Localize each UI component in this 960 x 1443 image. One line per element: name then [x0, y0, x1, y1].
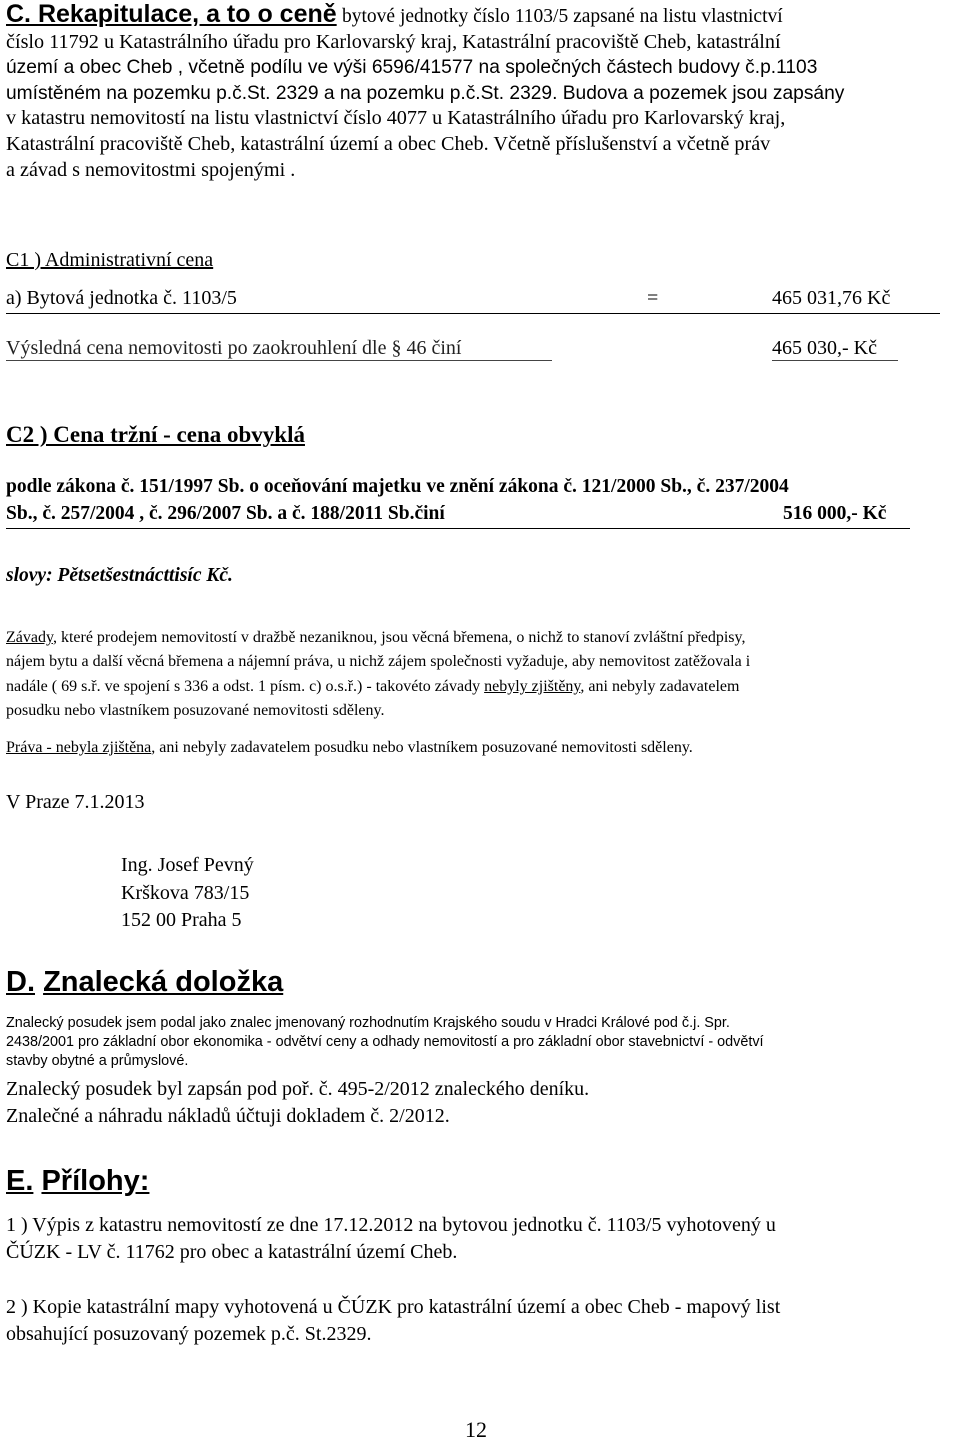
unit-row-label: a) Bytová jednotka č. 1103/5 — [6, 287, 237, 309]
attachment-item-2: 2 ) Kopie katastrální mapy vyhotovená u ČÚZK pro katastrální území a obec Cheb - mapový list obsahující posuzovaný pozemek p.č. St.2329. — [6, 1296, 781, 1345]
intro-line-7: a závad s nemovitostmi spojenými . — [6, 158, 296, 181]
c1-title: C1 ) Administrativní cena — [6, 249, 214, 271]
encumbrances-line-2: nájem bytu a další věcná břemena a nájemní práva, u nichž zájem společnosti vyžaduje, aby nemovitost zatěžovala i — [6, 653, 751, 671]
signature-city: 152 00 Praha 5 — [121, 909, 242, 931]
unit-row-equals: = — [647, 287, 659, 309]
signature-street: Krškova 783/15 — [121, 881, 250, 904]
section-e-heading: E. Přílohy: — [6, 1165, 150, 1197]
section-c-intro — [6, 2, 956, 183]
intro-line-3: území a obec Cheb , včetně podílu ve výši 6596/41577 na společných částech budovy č.p.1103 — [6, 57, 818, 79]
intro-line-1: C. Rekapitulace, a to o ceně bytové jednotky číslo 1103/5 zapsané na listu vlastnictví — [6, 0, 783, 28]
unit-row-underline — [6, 313, 940, 314]
price-in-words: slovy: Pětsetšestnácttisíc Kč. — [6, 565, 233, 586]
rounded-price-value: 465 030,- Kč — [772, 337, 877, 359]
intro-line-5: v katastru nemovitostí na listu vlastnictví číslo 4077 u Katastrálního úřadu pro Karlovarský kraj, — [6, 107, 786, 130]
c2-title: C2 ) Cena tržní - cena obvyklá — [6, 422, 305, 447]
not-found-underlined: nebyly zjištěny — [484, 677, 581, 695]
section-c-heading: C. Rekapitulace, a to o ceně — [6, 0, 337, 28]
encumbrances-line-3: nadále ( 69 s.ř. ve spojení s 336 a odst. 1 písm. c) o.s.ř.) - takovéto závady nebyly zjištěny, ani nebyly zadavatelem — [6, 677, 740, 695]
intro-line-2: číslo 11792 u Katastrálního úřadu pro Karlovarský kraj, Katastrální pracoviště Cheb, katastrální — [6, 30, 781, 53]
signature-name: Ing. Josef Pevný — [121, 854, 254, 876]
rights-label: Práva - nebyla zjištěna — [6, 739, 152, 756]
unit-row-value: 465 031,76 Kč — [772, 287, 891, 309]
encumbrances-label: Závady — [6, 629, 53, 646]
rounded-price-underline — [6, 360, 552, 361]
market-price-value: 516 000,- Kč — [783, 503, 887, 524]
page-number: 12 — [465, 1417, 487, 1442]
rights-paragraph: Práva - nebyla zjištěna, ani nebyly zadavatelem posudku nebo vlastníkem posuzované nemovitosti sděleny. — [6, 739, 693, 756]
expert-clause-text: Znalecký posudek jsem podal jako znalec jmenovaný rozhodnutím Krajského soudu v Hradci Králové pod č.j. Spr. 2438/2001 pro základní obor ekonomika - odvětví ceny a odhady nemovitostí a pro základní obor stavebnictví - odvětví stavby obytné a průmyslové. — [6, 1015, 764, 1069]
signature-block — [121, 852, 254, 935]
law-line-1: podle zákona č. 151/1997 Sb. o oceňování majetku ve znění zákona č. 121/2000 Sb., č. 237/2004 — [6, 476, 789, 497]
fee-line: Znalečné a náhradu nákladů účtuji dokladem č. 2/2012. — [6, 1105, 450, 1127]
place-date: V Praze 7.1.2013 — [6, 791, 145, 813]
encumbrances-line-1: Závady, které prodejem nemovitostí v dražbě nezaniknou, jsou věcná břemena, o nichž to stanoví zvláštní předpisy, — [6, 629, 746, 646]
section-d-heading: D. Znalecká doložka — [6, 966, 284, 998]
record-line: Znalecký posudek byl zapsán pod poř. č. 495-2/2012 znaleckého deníku. — [6, 1078, 590, 1100]
law-line-2: Sb., č. 257/2004 , č. 296/2007 Sb. a č. 188/2011 Sb.činí — [6, 503, 445, 524]
rounded-price-value-underline — [772, 360, 898, 361]
encumbrances-paragraph — [6, 626, 750, 724]
rounded-price-label: Výsledná cena nemovitosti po zaokrouhlení dle § 46 činí — [6, 337, 462, 359]
market-price-underline — [6, 528, 910, 529]
expert-record — [6, 1076, 589, 1130]
encumbrances-line-4: posudku nebo vlastníkem posuzované nemovitosti sděleny. — [6, 702, 385, 720]
attachment-item-1: 1 ) Výpis z katastru nemovitostí ze dne 17.12.2012 na bytovou jednotku č. 1103/5 vyhotovený u ČÚZK - LV č. 11762 pro obec a katastrální území Cheb. — [6, 1214, 776, 1263]
intro-line-6: Katastrální pracoviště Cheb, katastrální území a obec Cheb. Včetně příslušenství a včetně práv — [6, 132, 771, 155]
intro-line-4: umístěném na pozemku p.č.St. 2329 a na pozemku p.č.St. 2329. Budova a pozemek jsou zapsány — [6, 82, 845, 104]
